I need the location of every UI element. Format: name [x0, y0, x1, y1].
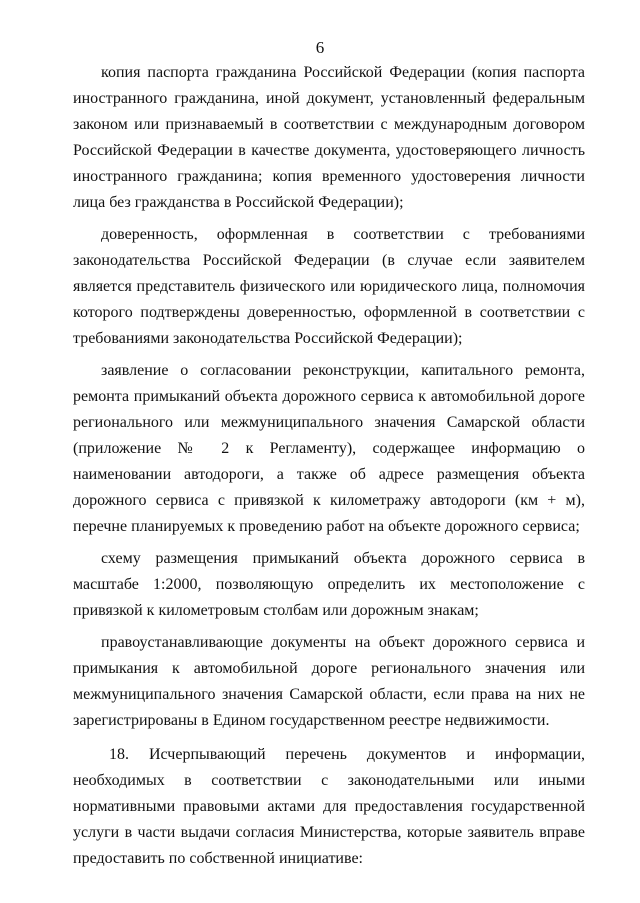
paragraph-placement-scheme: схему размещения примыканий объекта дорожного сервиса в масштабе 1:2000, позволяющую определить их местоположение с привязкой к километровым столбам или дорожным знакам;	[73, 550, 585, 619]
page-number: 6	[315, 38, 325, 57]
paragraph-item-18: 18. Исчерпывающий перечень документов и информации, необходимых в соответствии с законодательными или иными нормативными правовыми актами для предоставления государственной услуги в части выдачи согласия Министерства, которые заявитель вправе предоставить по собственной инициативе:	[73, 746, 585, 867]
paragraph-application: заявление о согласовании реконструкции, капитального ремонта, ремонта примыканий объекта дорожного сервиса к автомобильной дороге регионального или межмуниципального значения Самарской области (приложение № 2 к Регламенту), содержащее информацию о наименовании автодороги, а также об адресе размещения объекта дорожного сервиса с привязкой к километражу автодороги (км + м), перечне планируемых к проведению работ на объекте дорожного сервиса;	[73, 362, 585, 535]
document-body	[73, 60, 585, 872]
paragraph-power-of-attorney: доверенность, оформленная в соответствии с требованиями законодательства Российской Федерации (в случае если заявителем является представитель физического или юридического лица, полномочия которого подтверждены доверенностью, оформленной в соответствии с требованиями законодательства Российской Федерации);	[73, 226, 585, 347]
paragraph-passport-copy: копия паспорта гражданина Российской Федерации (копия паспорта иностранного гражданина, иной документ, установленный федеральным законом или признаваемый в соответствии с международным договором Российской Федерации в качестве документа, удостоверяющего личность иностранного гражданина; копия временного удостоверения личности лица без гражданства в Российской Федерации);	[73, 64, 585, 211]
paragraph-title-documents: правоустанавливающие документы на объект дорожного сервиса и примыкания к автомобильной дороге регионального значения или межмуниципального значения Самарской области, если права на них не зарегистрированы в Едином государственном реестре недвижимости.	[73, 634, 585, 729]
